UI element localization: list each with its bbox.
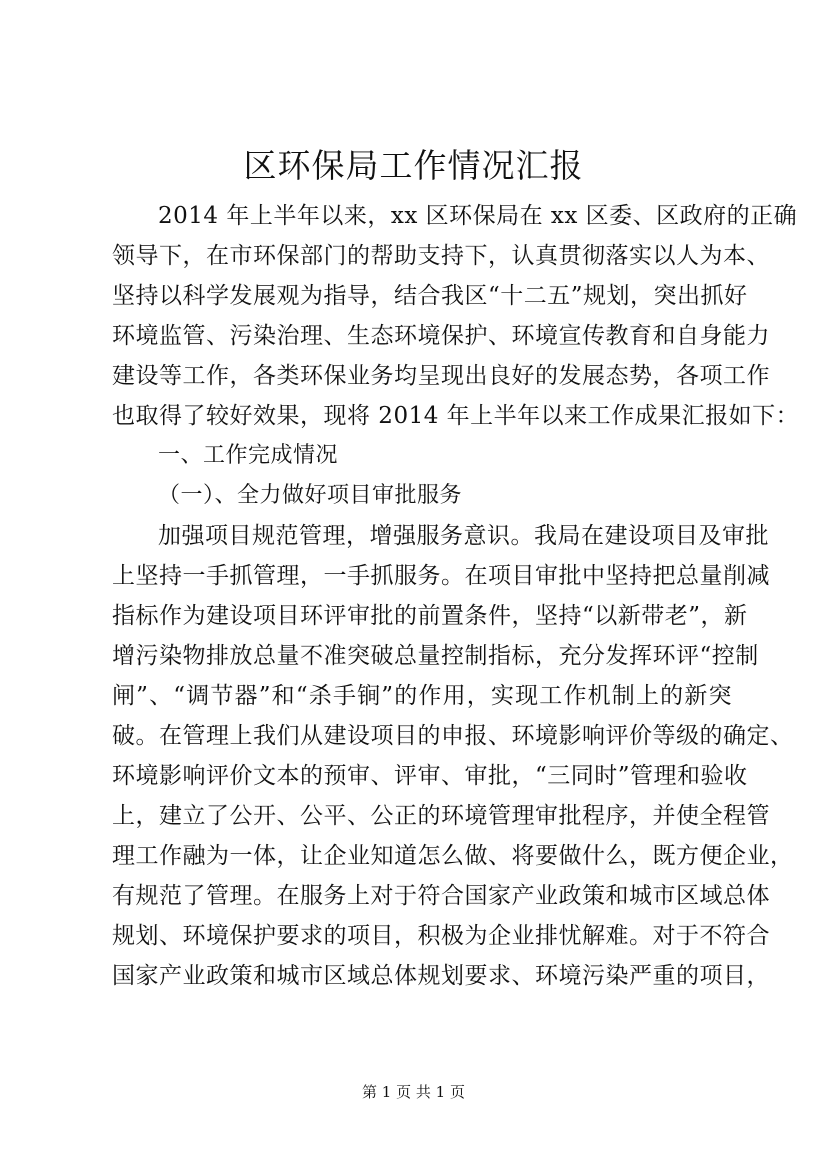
subsection-heading: （一）、全力做好项目审批服务 xyxy=(158,483,463,508)
document-body xyxy=(112,196,800,996)
page-footer: 第 1 页 共 1 页 xyxy=(362,1083,465,1101)
paragraph-1-line-2: 领导下，在市环保部门的帮助支持下，认真贯彻落实以人为本、 xyxy=(112,243,770,269)
paragraph-2-line-10: 有规范了管理。在服务上对于符合国家产业政策和城市区域总体 xyxy=(112,883,770,909)
paragraph-2-line-4: 增污染物排放总量不准突破总量控制指标，充分发挥环评“控制 xyxy=(112,643,759,669)
section-heading: 一、工作完成情况 xyxy=(158,443,339,468)
paragraph-2-line-11: 规划、环境保护要求的项目，积极为企业排忧解难。对于不符合 xyxy=(112,923,770,949)
paragraph-2-line-2: 上坚持一手抓管理，一手抓服务。在项目审批中坚持把总量削减 xyxy=(112,563,770,589)
paragraph-1-line-4: 环境监管、污染治理、生态环境保护、环境宣传教育和自身能力 xyxy=(112,323,770,349)
paragraph-1-line-1: 2014 年上半年以来，xx 区环保局在 xx 区委、区政府的正确 xyxy=(158,203,798,229)
paragraph-2-line-1: 加强项目规范管理，增强服务意识。我局在建设项目及审批 xyxy=(158,523,769,549)
paragraph-2-line-3: 指标作为建设项目环评审批的前置条件，坚持“以新带老”，新 xyxy=(112,603,748,629)
paragraph-1-line-5: 建设等工作，各类环保业务均呈现出良好的发展态势，各项工作 xyxy=(112,363,770,389)
paragraph-2-line-9: 理工作融为一体，让企业知道怎么做、将要做什么，既方便企业， xyxy=(112,843,794,869)
paragraph-2-line-12: 国家产业政策和城市区域总体规划要求、环境污染严重的项目， xyxy=(112,963,770,989)
paragraph-1-line-6: 也取得了较好效果，现将 2014 年上半年以来工作成果汇报如下： xyxy=(112,403,800,429)
paragraph-2-line-8: 上，建立了公开、公平、公正的环境管理审批程序，并使全程管 xyxy=(112,803,770,829)
paragraph-2-line-6: 破。在管理上我们从建设项目的申报、环境影响评价等级的确定、 xyxy=(112,723,794,749)
document-title: 区环保局工作情况汇报 xyxy=(243,146,584,185)
paragraph-2-line-5: 闸”、“调节器”和“杀手锏”的作用，实现工作机制上的新突 xyxy=(112,683,732,709)
paragraph-1-line-3: 坚持以科学发展观为指导，结合我区“十二五”规划，突出抓好 xyxy=(112,283,748,309)
paragraph-2-line-7: 环境影响评价文本的预审、评审、审批，“三同时”管理和验收 xyxy=(112,763,748,789)
